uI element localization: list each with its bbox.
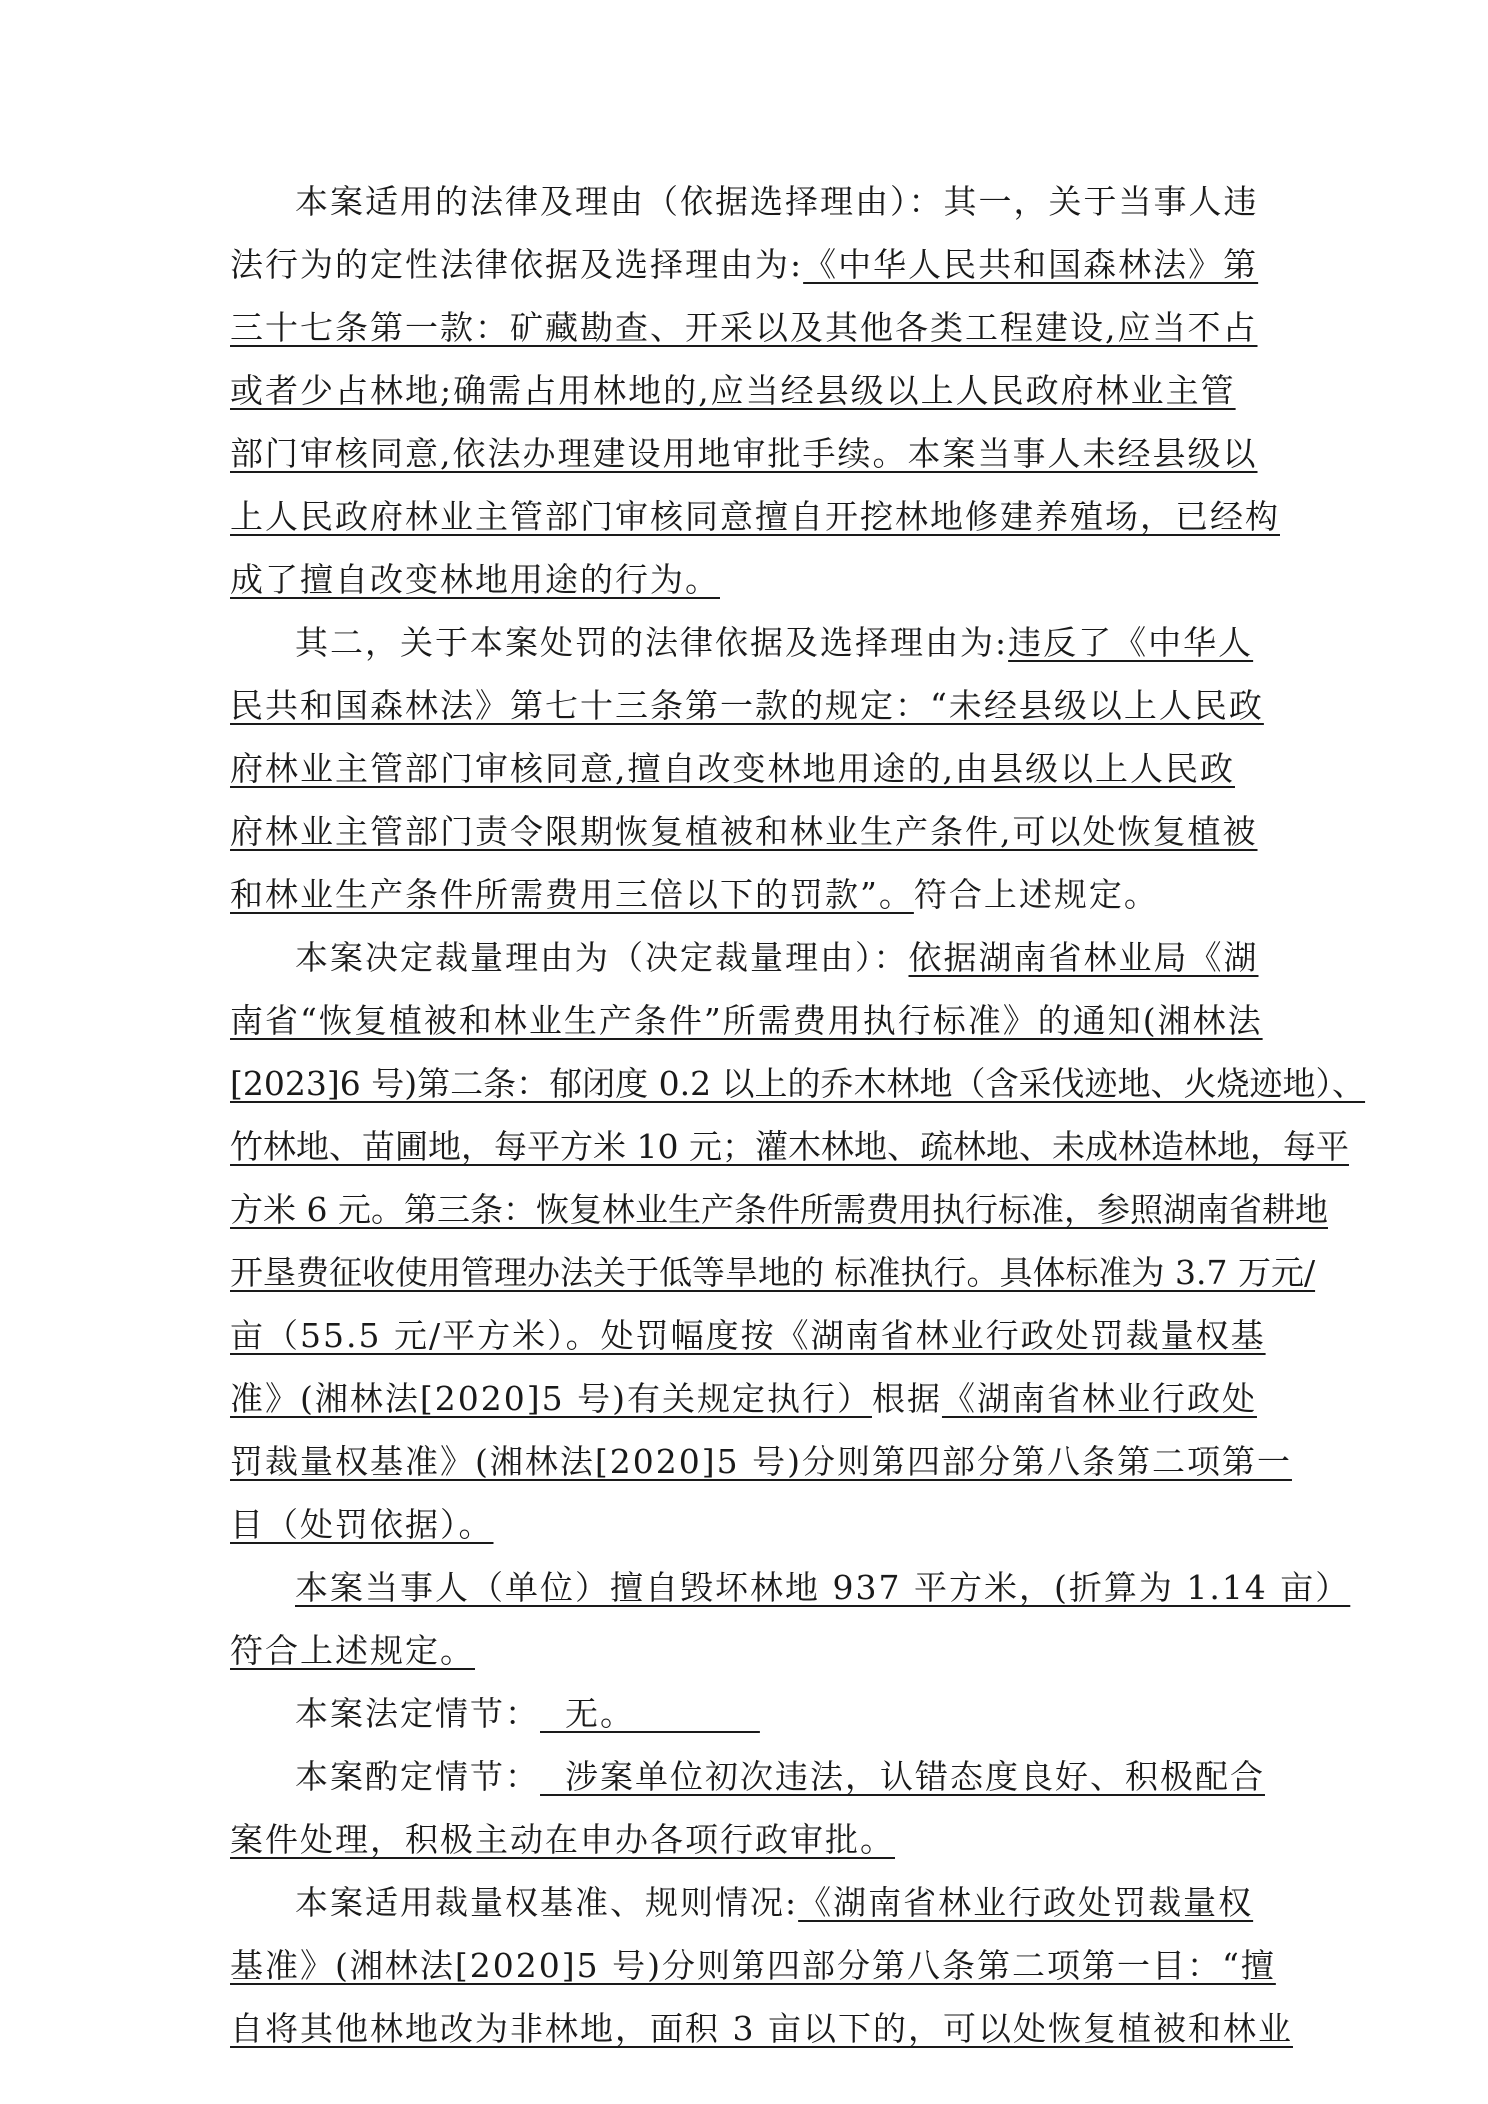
text-line: 本案当事人（单位）擅自毁坏林地 937 平方米，(折算为 1.14 亩） — [295, 1568, 1351, 1607]
text-line: 自将其他林地改为非林地，面积 3 亩以下的，可以处恢复植被和林业 — [230, 2009, 1293, 2048]
text-line: 罚裁量权基准》(湘林法[2020]5 号)分则第四部分第八条第二项第一 — [230, 1442, 1292, 1481]
text-line: 方米 6 元。第三条：恢复林业生产条件所需费用执行标准，参照湖南省耕地 — [230, 1190, 1328, 1229]
text-line: 府林业主管部门责令限期恢复植被和林业生产条件,可以处恢复植被 — [230, 812, 1258, 851]
text-line: 法行为的定性法律依据及选择理由为:《中华人民共和国森林法》第 — [230, 245, 1259, 284]
text-line: 本案适用的法律及理由（依据选择理由）：其一，关于当事人违 — [295, 182, 1259, 221]
text-line: 本案适用裁量权基准、规则情况:《湖南省林业行政处罚裁量权 — [295, 1883, 1254, 1922]
text-line: 本案酌定情节： 涉案单位初次违法，认错态度良好、积极配合 — [295, 1757, 1265, 1796]
text-line: 和林业生产条件所需费用三倍以下的罚款”。符合上述规定。 — [230, 875, 1159, 914]
text-line: 开垦费征收使用管理办法关于低等旱地的 标准执行。具体标准为 3.7 万元/ — [230, 1253, 1316, 1292]
text-line: 其二，关于本案处罚的法律依据及选择理由为:违反了《中华人 — [295, 623, 1254, 662]
text-line: 本案法定情节： 无。 — [295, 1694, 760, 1733]
text-line: 三十七条第一款：矿藏勘查、开采以及其他各类工程建设,应当不占 — [230, 308, 1258, 347]
text-line: 南省“恢复植被和林业生产条件”所需费用执行标准》的通知(湘林法 — [230, 1001, 1263, 1040]
text-line: 府林业主管部门审核同意,擅自改变林地用途的,由县级以上人民政 — [230, 749, 1235, 788]
text-line: 基准》(湘林法[2020]5 号)分则第四部分第八条第二项第一目：“擅 — [230, 1946, 1276, 1985]
text-line: 民共和国森林法》第七十三条第一款的规定：“未经县级以上人民政 — [230, 686, 1264, 725]
text-line: 上人民政府林业主管部门审核同意擅自开挖林地修建养殖场，已经构 — [230, 497, 1280, 536]
text-line: 部门审核同意,依法办理建设用地审批手续。本案当事人未经县级以 — [230, 434, 1258, 473]
text-line: [2023]6 号)第二条：郁闭度 0.2 以上的乔木林地（含采伐迹地、火烧迹地）、 — [230, 1064, 1366, 1103]
text-line: 成了擅自改变林地用途的行为。 — [230, 560, 720, 599]
text-line: 竹林地、苗圃地，每平方米 10 元；灌木林地、疏林地、未成林造林地，每平 — [230, 1127, 1349, 1166]
text-line: 亩（55.5 元/平方米）。处罚幅度按《湖南省林业行政处罚裁量权基 — [230, 1316, 1266, 1355]
text-line: 符合上述规定。 — [230, 1631, 475, 1670]
text-line: 目（处罚依据）。 — [230, 1505, 494, 1544]
text-line: 或者少占林地;确需占用林地的,应当经县级以上人民政府林业主管 — [230, 371, 1236, 410]
text-line: 案件处理，积极主动在申办各项行政审批。 — [230, 1820, 895, 1859]
text-line: 本案决定裁量理由为（决定裁量理由）：依据湖南省林业局《湖 — [295, 938, 1259, 977]
text-line: 准》(湘林法[2020]5 号)有关规定执行）根据《湖南省林业行政处 — [230, 1379, 1257, 1418]
